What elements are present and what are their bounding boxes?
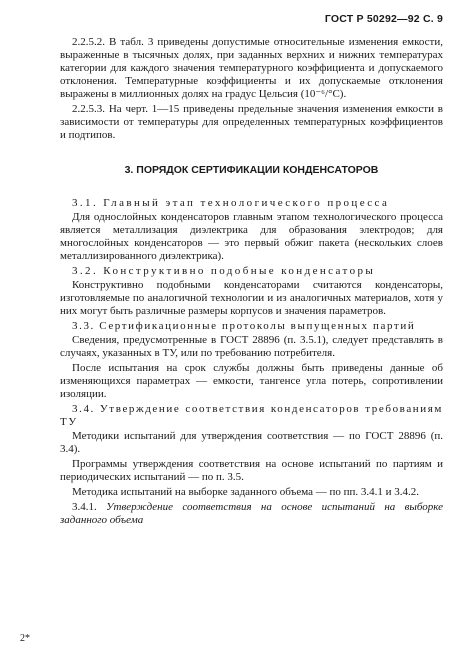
paragraph-3-3-b: После испытания на срок службы должны быть приведены данные об изменяющихся параметрах — емкости, тангенсе угла потерь, сопротивлении изоляции. [60,362,443,400]
paragraph-2-2-5-2: 2.2.5.2. В табл. 3 приведены допустимые относительные изменения емкости, выраженные в тысячных долях, при заданных верхних и нижних температурах категории для каждого значения температурного коэффициента и допускаемого отклонения. Температурные коэффициенты и их допускаемые отклонения выражены в миллионных долях на градус Цельсия (10⁻⁶/°С). [60,36,443,100]
paragraph-3-4-a: Методики испытаний для утверждения соответствия — по ГОСТ 28896 (п. 3.4). [60,430,443,455]
heading-3-4: 3.4. Утверждение соответствия конденсаторов требованиям ТУ [60,403,443,428]
paragraph-3-4-b: Программы утверждения соответствия на основе испытаний по партиям и периодических испытаний — по п. 3.5. [60,458,443,483]
paragraph-3-4-c: Методика испытаний на выборке заданного объема — по пп. 3.4.1 и 3.4.2. [72,486,420,498]
paragraph-3-3-a: Сведения, предусмотренные в ГОСТ 28896 (п. 3.5.1), следует представлять в случаях, указанных в ТУ, или по требованию потребителя. [60,334,443,359]
heading-3-3: 3.3. Сертификационные протоколы выпущенных партий [72,320,416,332]
heading-3-1: 3.1. Главный этап технологического процесса [72,197,390,209]
paragraph-2-2-5-3: 2.2.5.3. На черт. 1—15 приведены предельные значения изменения емкости в зависимости от температуры для определенных температурных коэффициентов и подтипов. [60,103,443,141]
page-header: ГОСТ Р 50292—92 С. 9 [324,13,443,25]
clause-title-3-4-1: Утверждение соответствия на основе испытаний на выборке заданного объема [60,501,443,526]
section-title: 3. ПОРЯДОК СЕРТИФИКАЦИИ КОНДЕНСАТОРОВ [124,164,379,176]
paragraph-3-1: Для однослойных конденсаторов главным этапом технологического процесса является металлизация диэлектрика для образования электродов; для многослойных конденсаторов — это первый обжиг пакета (нескольких слоев металлизированного диэлектрика). [60,211,443,262]
page-body [60,36,443,529]
heading-3-2: 3.2. Конструктивно подобные конденсаторы [72,265,376,277]
paragraph-3-4-1 [60,501,443,527]
signature-mark: 2* [20,633,30,644]
paragraph-3-2: Конструктивно подобными конденсаторами считаются конденсаторы, изготовляемые по аналогичной технологии и из аналогичных материалов, хотя у них могут быть различные размеры корпусов и значения параметров. [60,279,443,317]
clause-number-3-4-1: 3.4.1. [72,501,97,513]
